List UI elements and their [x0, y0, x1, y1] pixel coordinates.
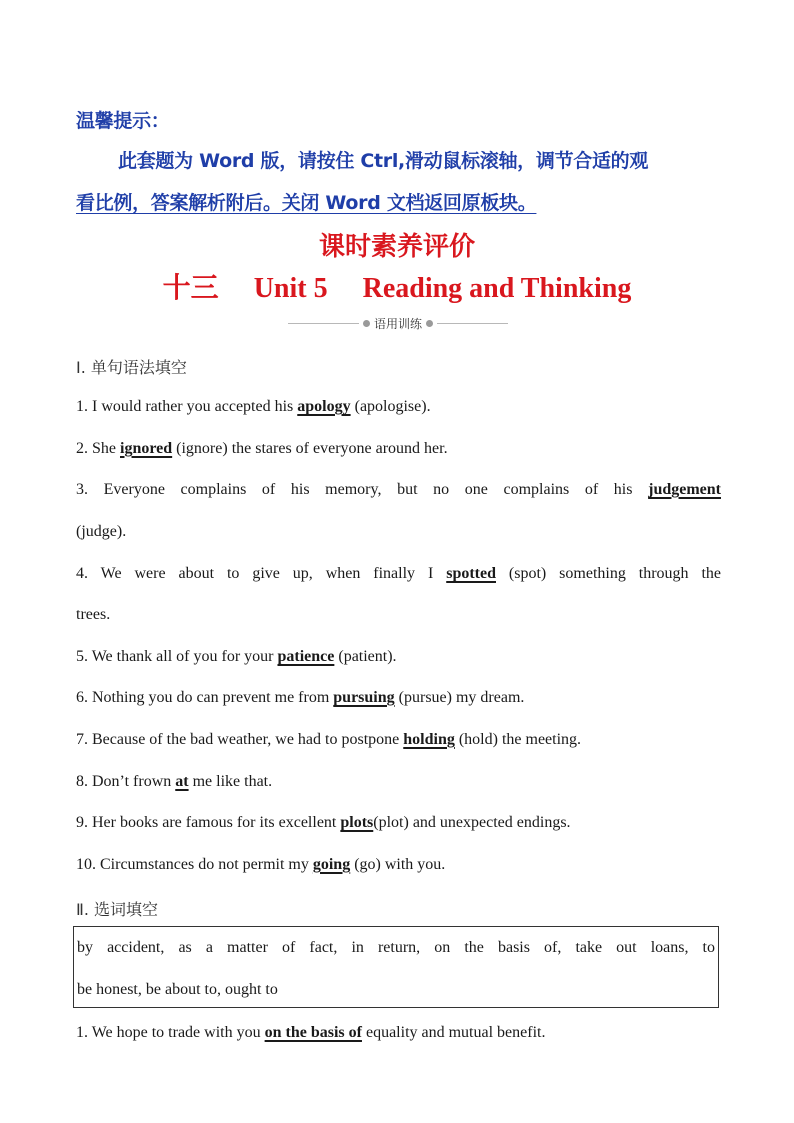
item-text: 3. Everyone complains of his memory, but no one complains of his [76, 481, 649, 498]
section-2-heading: Ⅱ. 选词填空 [76, 900, 159, 919]
word-bank-line-2: be honest, be about to, ought to [77, 981, 278, 998]
answer: pursuing [333, 689, 395, 706]
divider-line-left [288, 323, 359, 324]
exercise-item-6 [76, 688, 721, 708]
answer: ignored [120, 440, 173, 457]
tip-line-2-text: 看比例，答案解析附后。关闭 Word 文档返回原板块。 [76, 192, 537, 214]
item-text: (patient). [334, 648, 397, 665]
item-text: equality and mutual benefit. [361, 1024, 546, 1041]
answer: on the basis of [264, 1024, 362, 1041]
item-text: 1. I would rather you accepted his [76, 398, 298, 415]
unit-title [0, 266, 794, 306]
answer: going [312, 856, 351, 873]
tip-line-1: 此套题为 Word 版，请按住 Ctrl,滑动鼠标滚轴，调节合适的观 [118, 150, 649, 172]
item-text: 5. We thank all of you for your [76, 648, 278, 665]
answer: holding [403, 731, 455, 748]
divider-line-right [437, 323, 508, 324]
item-text: (pursue) my dream. [394, 689, 525, 706]
exercise-item-4-cont: trees. [76, 606, 111, 623]
exercise-item-7 [76, 730, 721, 750]
item-text: 9. Her books are famous for its excellent [76, 814, 341, 831]
item-text: 4. We were about to give up, when finally I [76, 565, 447, 582]
item-text: 2. She [76, 440, 120, 457]
section-1-heading: Ⅰ. 单句语法填空 [76, 358, 187, 377]
divider-label: 语用训练 [374, 316, 423, 331]
item-text: (spot) something through the [496, 565, 721, 582]
exercise-item-9 [76, 813, 721, 833]
answer: apology [297, 398, 351, 415]
divider-dot-right [426, 320, 433, 327]
word-bank-box [73, 926, 719, 1008]
answer: judgement [648, 481, 721, 498]
exercise-item-3 [76, 480, 721, 500]
answer: patience [277, 648, 335, 665]
page-title: 课时素养评价 [318, 232, 475, 262]
item-text: 8. Don’t frown [76, 773, 176, 790]
item-text: 7. Because of the bad weather, we had to postpone [76, 731, 404, 748]
section-2-item-1 [76, 1023, 721, 1043]
exercise-item-3-cont: (judge). [76, 523, 127, 540]
exercise-item-2 [76, 439, 721, 459]
item-text: 10. Circumstances do not permit my [76, 856, 313, 873]
item-text: (plot) and unexpected endings. [373, 814, 571, 831]
exercise-item-10 [76, 855, 721, 875]
section-divider [288, 314, 508, 332]
item-text: 1. We hope to trade with you [76, 1024, 265, 1041]
unit-label: Unit 5 [253, 273, 328, 304]
answer: spotted [446, 565, 496, 582]
exercise-item-1 [76, 397, 721, 417]
item-text: (apologise). [350, 398, 431, 415]
exercise-item-8 [76, 772, 721, 792]
tip-line-2 [76, 188, 726, 215]
word-bank-line-1: by accident, as a matter of fact, in return, on the basis of, take out loans, to [77, 939, 715, 956]
answer: at [175, 773, 189, 790]
item-text: me like that. [188, 773, 273, 790]
item-text: 6. Nothing you do can prevent me from [76, 689, 334, 706]
tip-title: 温馨提示： [76, 110, 170, 132]
unit-topic: Reading and Thinking [362, 273, 632, 304]
exercise-item-5 [76, 647, 721, 667]
item-text: (ignore) the stares of everyone around her. [172, 440, 448, 457]
item-text: (hold) the meeting. [454, 731, 582, 748]
item-text: (go) with you. [350, 856, 446, 873]
divider-dot-left [363, 320, 370, 327]
lesson-number: 十三 [162, 273, 219, 304]
exercise-item-4 [76, 564, 721, 584]
answer: plots [340, 814, 374, 831]
